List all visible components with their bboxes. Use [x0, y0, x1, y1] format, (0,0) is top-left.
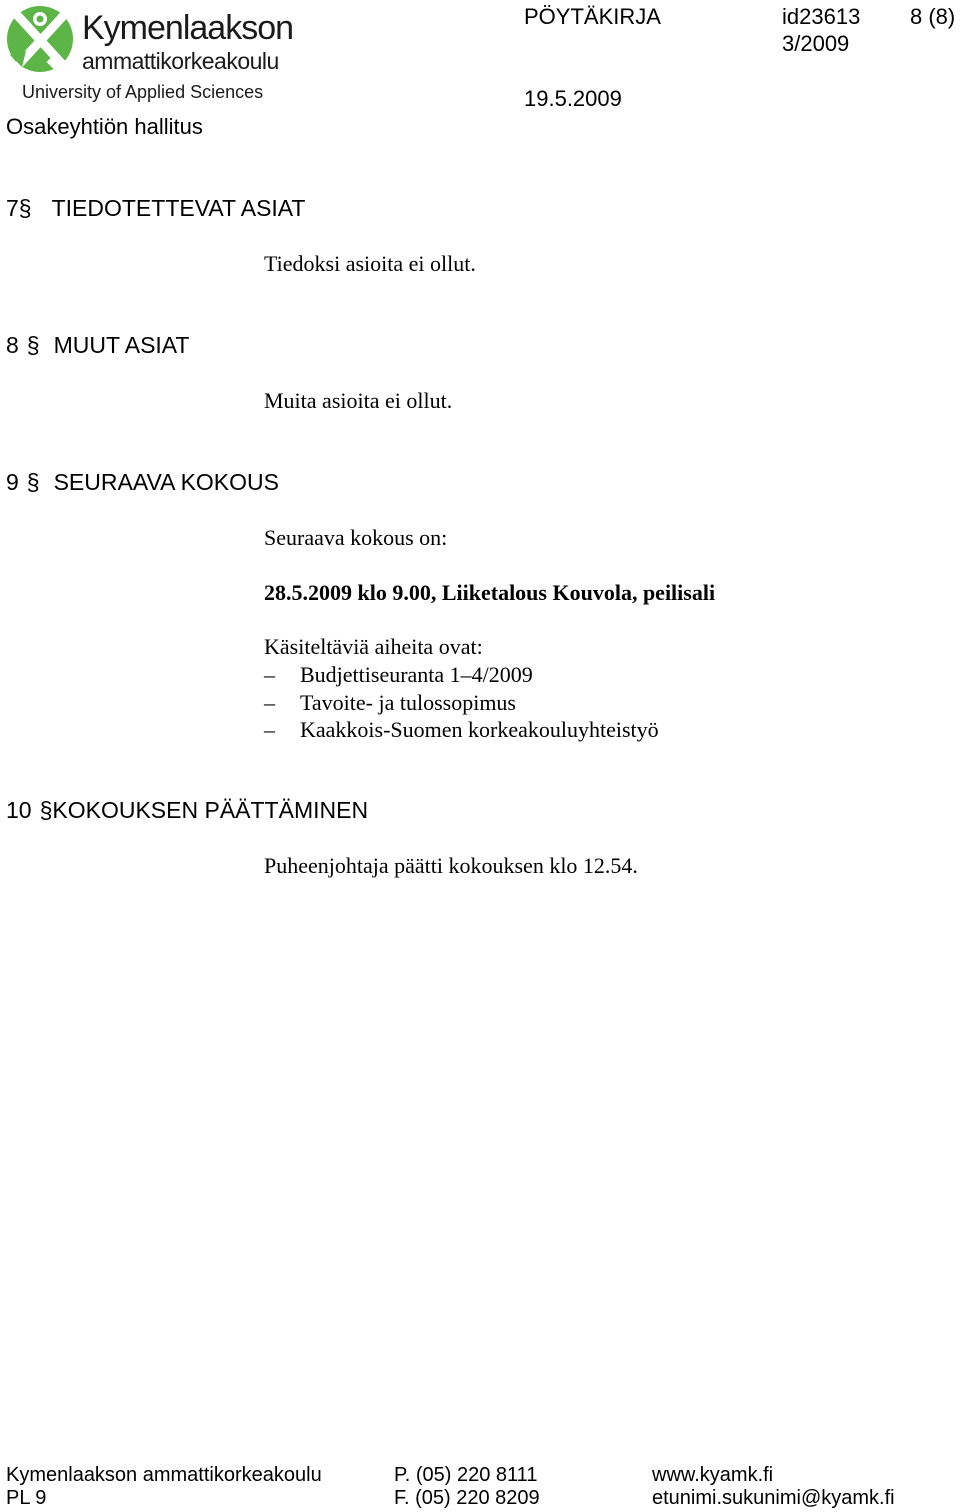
list-item-text: Tavoite- ja tulossopimus [300, 689, 516, 715]
next-meeting-details: 28.5.2009 klo 9.00, Liiketalous Kouvola, peilisali [264, 580, 716, 605]
list-bullet: – [264, 717, 275, 742]
section-7-text: Tiedoksi asioita ei ollut. [264, 251, 476, 276]
section-number: 10 [6, 797, 32, 823]
logo-subtitle: ammattikorkeakoulu [82, 48, 279, 74]
list-bullet: – [264, 662, 275, 687]
section-10-heading [6, 796, 368, 824]
list-bullet: – [264, 689, 275, 715]
topics-intro: Käsiteltäviä aiheita ovat: [264, 634, 483, 659]
university-logo [6, 3, 294, 103]
section-9-heading [6, 468, 279, 496]
footer-organization: Kymenlaakson ammattikorkeakoulu [6, 1464, 322, 1486]
list-item-text: Budjettiseuranta 1–4/2009 [300, 662, 533, 687]
section-number: 9 [6, 469, 19, 495]
section-symbol: § [26, 332, 40, 358]
logo-emblem-icon [6, 3, 76, 77]
meeting-number: 3/2009 [782, 31, 850, 56]
section-title: MUUT ASIAT [53, 332, 190, 358]
section-title: KOKOUKSEN PÄÄTTÄMINEN [52, 797, 369, 823]
section-7-heading [6, 194, 305, 222]
logo-name: Kymenlaakson [82, 9, 294, 47]
document-date: 19.5.2009 [524, 86, 622, 111]
document-type: PÖYTÄKIRJA [524, 4, 661, 29]
section-9-text: Seuraava kokous on: [264, 525, 448, 550]
list-item-text: Kaakkois-Suomen korkeakouluyhteistyö [300, 717, 659, 742]
section-8-heading [6, 331, 189, 359]
section-title: SEURAAVA KOKOUS [53, 469, 279, 495]
section-symbol: § [39, 797, 53, 823]
section-10-text: Puheenjohtaja päätti kokouksen klo 12.54. [264, 853, 638, 878]
footer-phone: P. (05) 220 8111 [394, 1464, 538, 1486]
logo-english-name: University of Applied Sciences [22, 82, 264, 102]
section-title: TIEDOTETTEVAT ASIAT [51, 195, 306, 221]
section-8-text: Muita asioita ei ollut. [264, 388, 453, 413]
section-symbol: § [18, 195, 32, 221]
page-number: 8 (8) [910, 4, 956, 29]
footer-website-link[interactable]: www.kyamk.fi [652, 1464, 774, 1486]
board-name: Osakeyhtiön hallitus [6, 114, 203, 139]
footer-po-box: PL 9 [6, 1487, 47, 1509]
section-symbol: § [26, 469, 40, 495]
footer-email-link[interactable]: etunimi.sukunimi@kyamk.fi [652, 1487, 895, 1509]
section-number: 8 [6, 332, 19, 358]
footer-fax: F. (05) 220 8209 [394, 1487, 540, 1509]
section-number: 7 [6, 195, 19, 221]
document-id: id23613 [782, 4, 861, 29]
